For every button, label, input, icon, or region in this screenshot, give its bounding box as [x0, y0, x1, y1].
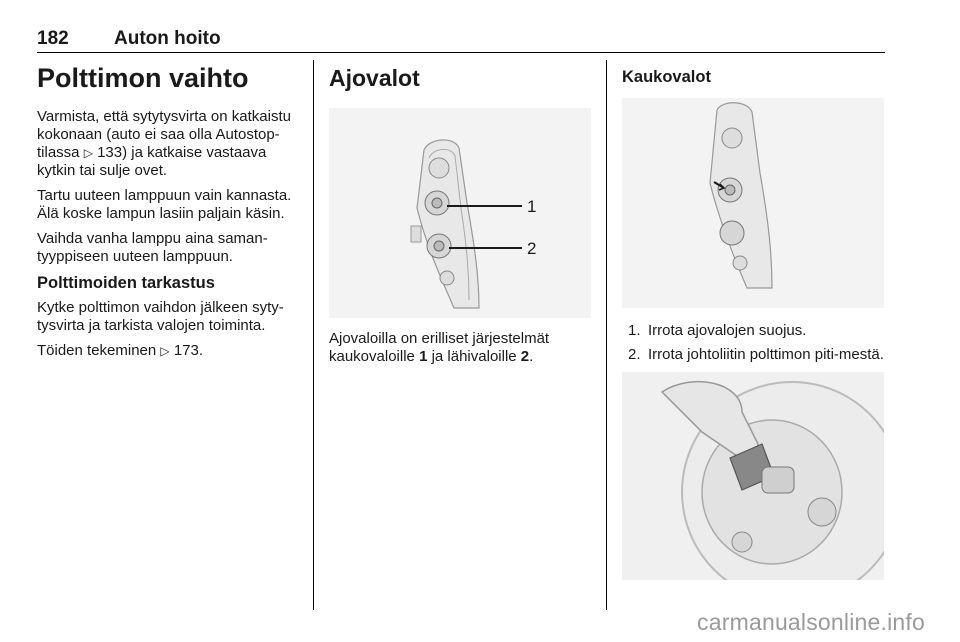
paragraph: Kytke polttimon vaihdon jälkeen syty-tysvirta ja tarkista valojen toiminta. — [37, 299, 284, 334]
column-divider — [606, 60, 607, 610]
page-header — [37, 28, 885, 52]
header-divider — [37, 52, 885, 53]
connector-illustration — [622, 372, 884, 580]
figure-caption: Ajovaloilla on erilliset järjestelmät kaukovaloille 1 ja lähivaloille 2. — [329, 330, 550, 365]
list-item: 2. Irrota johtoliitin polttimon piti-mestä. — [628, 346, 884, 363]
callout-1: 1 — [527, 197, 537, 216]
column-3 — [622, 62, 890, 580]
triangle-arrow-icon: ▷ — [160, 344, 170, 358]
chapter-title: Auton hoito — [114, 28, 221, 49]
column-1 — [37, 62, 305, 367]
high-beam-figure — [622, 98, 884, 308]
column-2 — [329, 62, 594, 373]
paragraph: Vaihda vanha lamppu aina saman-tyyppiseen uuteen lamppuun. — [37, 230, 268, 265]
page-number: 182 — [37, 28, 69, 49]
paragraph: Tartu uuteen lamppuun vain kannasta. Älä koske lampun lasiin paljain käsin. — [37, 187, 292, 222]
page-reference[interactable]: 133 — [97, 144, 123, 161]
high-beam-illustration — [622, 98, 884, 308]
watermark: carmanualsonline.info — [697, 609, 925, 635]
headlamp-illustration — [329, 108, 591, 318]
section-title: Polttimon vaihto — [37, 63, 249, 93]
connector-photo — [622, 372, 884, 580]
section-title: Ajovalot — [329, 65, 420, 91]
page-reference[interactable]: 173 — [173, 342, 199, 359]
headlamp-figure — [329, 108, 591, 318]
list-item: 1. Irrota ajovalojen suojus. — [628, 322, 807, 339]
paragraph: Varmista, että sytytysvirta on katkaistu kokonaan (auto ei saa olla Autostop-tilassa ▷ 133) ja katkaise vastaava kytkin tai sulje ovet. — [37, 108, 291, 179]
step-list — [622, 322, 890, 364]
subheading: Polttimoiden tarkastus — [37, 274, 215, 292]
section-title: Kaukovalot — [622, 68, 711, 86]
callout-2: 2 — [527, 239, 537, 258]
triangle-arrow-icon: ▷ — [83, 146, 93, 160]
paragraph: Töiden tekeminen ▷ 173. — [37, 342, 204, 359]
column-divider — [313, 60, 314, 610]
